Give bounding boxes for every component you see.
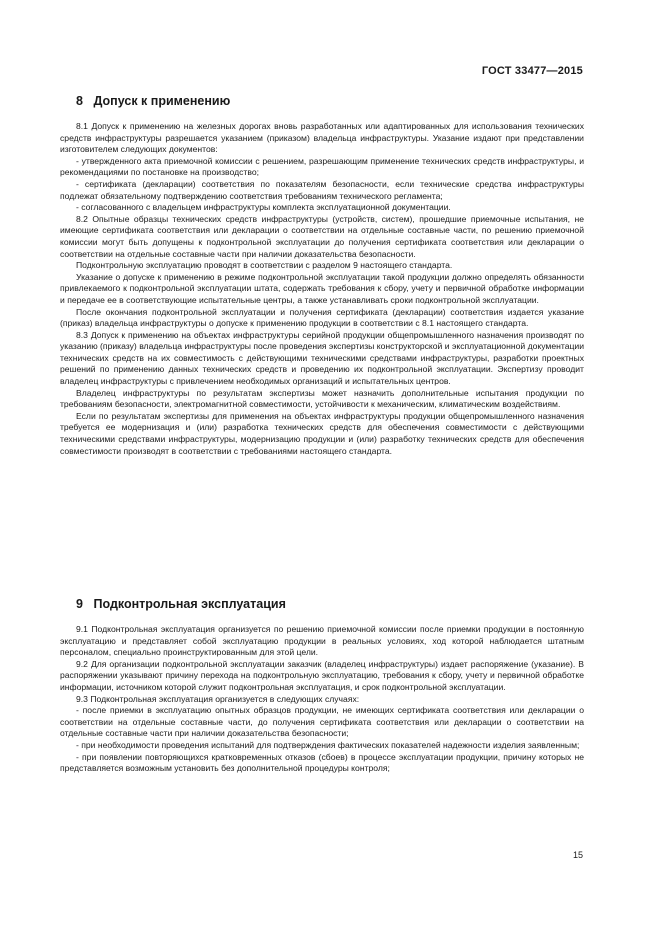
section-8-heading [76,94,230,108]
list-item: - утвержденного акта приемочной комиссии с решением, разрешающим применение технических средств инфраструктуры, и рекомендациями по постановке на производство; [60,155,584,178]
section-8-title: Допуск к применению [93,94,231,108]
paragraph: После окончания подконтрольной эксплуатации и получения сертификата (декларации) соответствия издается указание (приказ) владельца инфраструктуры о допуске к применению продукции в соответствии с 8.1 настоящего стандарта. [60,306,584,329]
paragraph-9-2: 9.2 Для организации подконтрольной эксплуатации заказчик (владелец инфраструктуры) издает распоряжение (указание). В распоряжении указывают причину перехода на подконтрольную эксплуатацию, требования к сбору, учету и первичной обработке информации, источником которой служит подконтрольная эксплуатация, и срок подконтрольной эксплуатации. [60,658,584,692]
page-number: 15 [572,850,583,860]
paragraph-8-2: 8.2 Опытные образцы технических средств инфраструктуры (устройств, систем), прошедшие приемочные испытания, не имеющие сертификата соответствия или декларации о соответствии на отдельные составные части, по решению приемочной комиссии могут быть допущены к подконтрольной эксплуатации до получения сертификата соответствия или декларации о соответствии на отдельные составные части при наличии доказательства безопасности. [60,213,584,259]
paragraph-8-3: 8.3 Допуск к применению на объектах инфраструктуры серийной продукции общепромышленного назначения производят по указанию (приказу) владельца инфраструктуры после проведения экспертизы конструкторской и эксплуатационной документации технических средств на их совместимость с действующими техническими средствами инфраструктуры, разработки проектных решений по применению данных технических средств и проведению их подконтрольной эксплуатации. Экспертизу проводит владелец инфраструктуры с привлечением необходимых организаций и испытательных центров. [60,329,584,387]
section-9-body [60,624,584,775]
list-item: - сертификата (декларации) соответствия по показателям безопасности, если технические средства инфраструктуры подлежат обязательному подтверждению соответствия требованиям технического регламента; [60,178,584,201]
list-item: - при появлении повторяющихся кратковременных отказов (сбоев) в процессе эксплуатации продукции, причину которых не представляется возможным установить без дополнительной процедуры контроля; [60,751,584,774]
section-9-title: Подконтрольная эксплуатация [93,597,286,611]
paragraph-8-1: 8.1 Допуск к применению на железных дорогах вновь разработанных или адаптированных для использования технических средств инфраструктуры разрешается указанием (приказом) владельца инфраструктуры. Указание издают при представлении изготовителем следующих документов: [60,121,584,155]
section-9-heading [76,597,286,611]
standard-designation: ГОСТ 33477—2015 [481,65,583,77]
list-item: - согласованного с владельцем инфраструктуры комплекта эксплуатационной документации. [76,202,451,213]
paragraph: Подконтрольную эксплуатацию проводят в соответствии с разделом 9 настоящего стандарта. [76,260,453,271]
paragraph-9-1: 9.1 Подконтрольная эксплуатация организуется по решению приемочной комиссии после приемки продукции в постоянную эксплуатацию и представляет собой эксплуатацию продукции в реальных условиях, ход которой наблюдается штатным персоналом, специально проинструктированным для этой цели. [60,624,584,658]
list-item: - после приемки в эксплуатацию опытных образцов продукции, не имеющих сертификата соответствия или декларации о соответствии на отдельные составные части, до получения сертификата соответствия или декларации о соответствии на отдельные составные части при наличии доказательства безопасности; [60,705,584,739]
paragraph: Если по результатам экспертизы для применения на объектах инфраструктуры продукции общепромышленного назначения требуется ее модернизация и (или) разработка технических средств для обеспечения совместимости с действующими техническими средствами инфраструктуры, модернизацию продукции и (или) разработку технических средств для обеспечения совместимости производят в соответствии с требованиями настоящего стандарта. [60,410,584,456]
section-8-body [60,121,584,457]
paragraph-9-3: 9.3 Подконтрольная эксплуатация организуется в следующих случаях: [76,693,360,704]
list-item: - при необходимости проведения испытаний для подтверждения фактических показателей надежности изделия заявленным; [76,739,580,750]
paragraph: Владелец инфраструктуры по результатам экспертизы может назначить дополнительные испытания продукции по требованиям безопасности, электромагнитной совместимости, устойчивости к механическим, климатическим воздействиям. [60,387,584,410]
section-9-number: 9 [76,597,83,611]
section-8-number: 8 [76,94,83,108]
paragraph: Указание о допуске к применению в режиме подконтрольной эксплуатации такой продукции должно определять обязанности привлекаемого к подконтрольной эксплуатации штата, содержать требования к сбору, учету и первичной обработке информации и передаче ее в соответствующие испытательные центры, а также устанавливать сроки подконтрольной эксплуатации. [60,271,584,305]
